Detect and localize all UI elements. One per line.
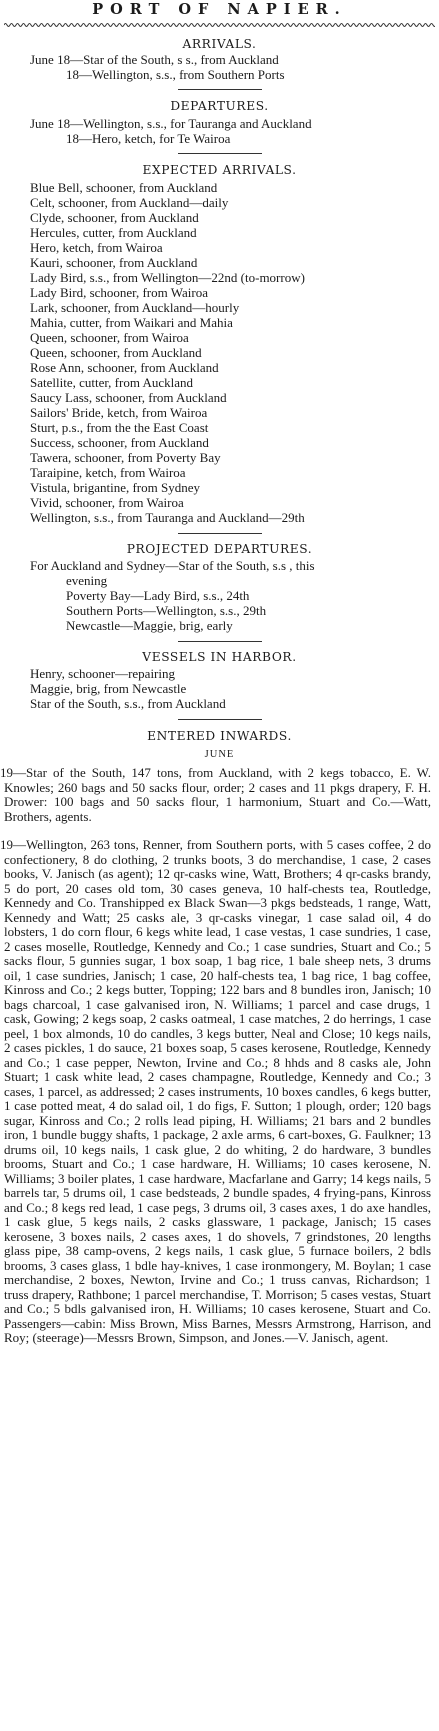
expected-arrival-line: Kauri, schooner, from Auckland [30, 255, 198, 270]
expected-arrival-line: Blue Bell, schooner, from Auckland [30, 180, 218, 195]
section-rule [178, 153, 262, 154]
expected-arrival-line: Taraipine, ketch, from Wairoa [30, 465, 186, 480]
expected-arrival-line: Saucy Lass, schooner, from Auckland [30, 390, 227, 405]
entered-inwards-heading: ENTERED INWARDS. [147, 729, 292, 743]
masthead-title: PORT OF NAPIER. [92, 1, 347, 18]
expected-arrival-line: Rose Ann, schooner, from Auckland [30, 360, 219, 375]
expected-arrival-line: Lady Bird, s.s., from Wellington—22nd (to-morrow) [30, 270, 305, 285]
expected-arrival-line: Sturt, p.s., from the the East Coast [30, 420, 209, 435]
vessels-in-harbor-heading: VESSELS IN HARBOR. [142, 650, 297, 664]
wavy-rule [4, 22, 435, 28]
harbor-vessel-line: Maggie, brig, from Newcastle [30, 681, 187, 696]
departure-line: 18—Hero, ketch, for Te Wairoa [66, 131, 231, 146]
arrivals-heading: ARRIVALS. [182, 37, 257, 51]
expected-arrival-line: Sailors' Bride, ketch, from Wairoa [30, 405, 208, 420]
harbor-vessel-line: Star of the South, s.s., from Auckland [30, 696, 226, 711]
expected-arrival-line: Queen, schooner, from Wairoa [30, 330, 189, 345]
section-rule [178, 641, 262, 642]
arrival-line: June 18—Star of the South, s s., from Auckland [30, 52, 279, 67]
expected-arrivals-heading: EXPECTED ARRIVALS. [142, 163, 297, 177]
projected-departure-line: Poverty Bay—Lady Bird, s.s., 24th [66, 588, 250, 603]
expected-arrival-line: Tawera, schooner, from Poverty Bay [30, 450, 221, 465]
month-label: JUNE [204, 749, 235, 760]
expected-arrival-line: Hero, ketch, from Wairoa [30, 240, 163, 255]
expected-arrival-line: Lark, schooner, from Auckland—hourly [30, 300, 240, 315]
expected-arrival-line: Satellite, cutter, from Auckland [30, 375, 194, 390]
expected-arrival-line: Celt, schooner, from Auckland—daily [30, 195, 229, 210]
expected-arrival-line: Hercules, cutter, from Auckland [30, 225, 197, 240]
arrival-line: 18—Wellington, s.s., from Southern Ports [66, 67, 285, 82]
expected-arrival-line: Wellington, s.s., from Tauranga and Auckland—29th [30, 510, 305, 525]
projected-departures-heading: PROJECTED DEPARTURES. [126, 542, 313, 556]
expected-arrival-line: Vivid, schooner, from Wairoa [30, 495, 184, 510]
expected-arrival-line: Vistula, brigantine, from Sydney [30, 480, 200, 495]
projected-departure-line: evening [66, 573, 108, 588]
expected-arrival-line: Lady Bird, schooner, from Wairoa [30, 285, 208, 300]
projected-departure-line: For Auckland and Sydney—Star of the South, s.s , this [30, 558, 315, 573]
expected-arrival-line: Success, schooner, from Auckland [30, 435, 209, 450]
inward-entry: 19—Star of the South, 147 tons, from Auckland, with 2 kegs tobacco, E. W. Knowles; 260 bags and 50 sacks flour, order; 2 cases and 11 pkgs drapery, F. H. Drower: 100 bags and 50 sacks flour, 1 harmonium, Stuart and Co.—Watt, Brothers, agents. [0, 765, 431, 824]
departure-line: June 18—Wellington, s.s., for Tauranga and Auckland [30, 116, 312, 131]
expected-arrival-line: Mahia, cutter, from Waikari and Mahia [30, 315, 233, 330]
projected-departure-line: Southern Ports—Wellington, s.s., 29th [66, 603, 267, 618]
harbor-vessel-line: Henry, schooner—repairing [30, 666, 175, 681]
inward-entry: 19—Wellington, 263 tons, Renner, from Southern ports, with 5 cases coffee, 2 do confectionery, 8 do clothing, 2 trunks boots, 3 do merchandise, 1 case, 2 cases books, V. Janisch (as agent); 12 qr-casks wine, Watt, Brothers; 4 qr-casks brandy, 5 do port, 20 cases old tom, 30 cases geneva, 10 half-chests tea, Routledge, Kennedy and Co. Transhipped ex Black Swan—3 pkgs bedsteads, 1 range, Watt, Kennedy and Watt; 25 casks ale, 3 qr-casks vinegar, 1 case salad oil, 4 do lobsters, 1 do corn flour, 6 kegs white lead, 1 case vestas, 1 case sundries, 1 case, 2 cases moselle, Routledge, Kennedy and Co.; 1 case sundries, Stuart and Co.; 5 sacks flour, 5 gunnies sugar, 1 box soap, 1 bag rice, 1 bale sheep nets, 3 drums oil, 1 case sundries, Janisch; 1 case, 20 half-chests tea, 1 bag rice, 1 bag coffee, Kinross and Co.; 2 kegs butter, Topping; 122 bars and 8 bundles iron, Janisch; 10 bags charcoal, 1 case galvanised iron, N. Williams; 1 parcel and case drugs, 1 cask, Gowing; 2 kegs soap, 2 casks oatmeal, 1 case matches, 2 do herrings, 1 case peel, 1 box almonds, 10 do candles, 3 kegs butter, Neal and Close; 10 kegs nails, 2 cases pickles, 1 do sauce, 21 boxes soap, 5 cases kerosene, Routledge, Kennedy and Co.; 1 case pepper, Newton, Irvine and Co.; 8 hhds and 8 casks ale, John Stuart; 1 cask white lead, 2 cases champagne, Routledge, Kennedy and Co.; 3 cases, 1 parcel, as addressed; 2 cases instruments, 10 boxes candles, 6 kegs butter, 1 case potted meat, 4 do salad oil, 1 do figs, F. Sutton; 1 plough, order; 120 bags sugar, Kinross and Co.; 2 rolls lead piping, H. Williams; 21 bars and 2 bundles iron, 1 bundle buggy shafts, 1 package, 2 axle arms, 6 cart-boxes, G. Faulkner; 13 drums oil, 10 kegs nails, 1 cask glue, 2 do whiting, 2 do hardware, 3 bundles brooms, Stuart and Co.; 1 case hardware, H. Williams; 10 cases kerosene, N. Williams; 3 boiler plates, 1 case hardware, Macfarlane and Garry; 14 kegs nails, 5 barrels tar, 5 drums oil, 1 case bedsteads, 2 bundle spades, 4 frying-pans, Kinross and Co.; 8 kegs red lead, 1 case pegs, 3 drums oil, 3 cases axes, 1 do axe handles, 1 cask glue, 5 kegs nails, 2 casks glassware, 1 package, Janisch; 15 cases kerosene, 3 boxes nails, 2 cases axes, 1 do shovels, 7 grindstones, 20 lengths glass pipe, 38 camp-ovens, 2 kegs nails, 1 cask glue, 5 furnace boilers, 2 bdls brooms, 3 cases glass, 1 bdle hay-knives, 1 case ironmongery, M. Boylan; 1 case merchandise, 2 boxes, Newton, Irvine and Co.; 1 truss canvas, Richardson; 1 truss drapery, Rathbone; 1 parcel merchandise, T. Morrison; 5 cases vestas, Stuart and Co.; 5 bdls galvanised iron, H. Williams; 10 cases kerosene, Stuart and Co. Passengers—cabin: Miss Brown, Miss Barnes, Messrs Armstrong, Harrison, and Roy; (steerage)—Messrs Brown, Simpson, and Jones.—V. Janisch, agent. [0, 837, 431, 1345]
departures-heading: DEPARTURES. [170, 99, 269, 113]
section-rule [178, 89, 262, 90]
expected-arrival-line: Clyde, schooner, from Auckland [30, 210, 199, 225]
section-rule [178, 719, 262, 720]
expected-arrival-line: Queen, schooner, from Auckland [30, 345, 202, 360]
section-rule [178, 533, 262, 534]
projected-departure-line: Newcastle—Maggie, brig, early [66, 618, 233, 633]
